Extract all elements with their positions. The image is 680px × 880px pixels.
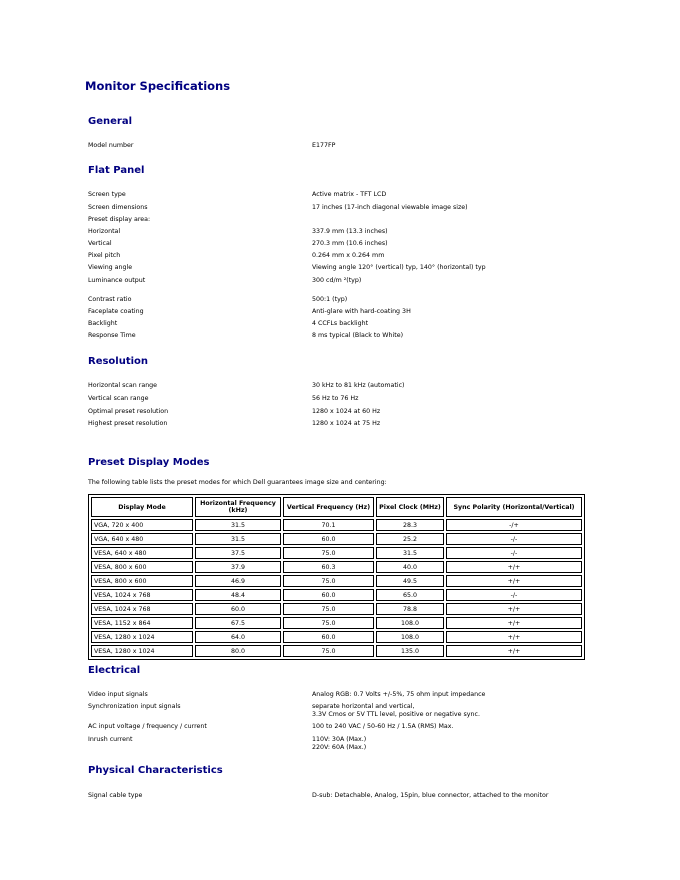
spec-label: Faceplate coating <box>88 308 144 315</box>
value-cell: +/+ <box>446 645 582 657</box>
value-cell: 31.5 <box>195 533 281 545</box>
spec-value <box>312 736 366 751</box>
mode-cell: VESA, 1024 x 768 <box>91 589 193 601</box>
value-cell: 40.0 <box>376 561 444 573</box>
spec-label: Model number <box>88 142 134 149</box>
spec-value: 4 CCFLs backlight <box>312 320 369 327</box>
value-cell: 31.5 <box>376 547 444 559</box>
value-line: Analog RGB: 0.7 Volts +/-5%, 75 ohm input impedance <box>312 691 486 698</box>
spec-label: Pixel pitch <box>88 252 121 259</box>
value-cell: 67.5 <box>195 617 281 629</box>
spec-label: Signal cable type <box>88 792 143 799</box>
value-cell: -/+ <box>446 519 582 531</box>
spec-label: Response Time <box>88 332 136 339</box>
spec-value: Active matrix - TFT LCD <box>312 191 387 198</box>
mode-cell: VESA, 1280 x 1024 <box>91 631 193 643</box>
spec-value: 8 ms typical (Black to White) <box>312 332 404 339</box>
section-title-physical: Physical Characteristics <box>88 765 223 776</box>
spec-label: Luminance output <box>88 277 146 284</box>
value-cell: -/- <box>446 547 582 559</box>
mode-cell: VGA, 720 x 400 <box>91 519 193 531</box>
section-title-general: General <box>88 116 132 127</box>
value-cell: -/- <box>446 533 582 545</box>
section-title-resolution: Resolution <box>88 356 149 367</box>
spec-value <box>312 691 485 699</box>
table-row <box>91 589 582 601</box>
spec-label: Vertical scan range <box>88 395 149 402</box>
value-cell: 65.0 <box>376 589 444 601</box>
value-cell: +/+ <box>446 561 582 573</box>
value-cell: +/+ <box>446 617 582 629</box>
spec-value: 270.3 mm (10.6 inches) <box>312 240 388 247</box>
spec-label: Preset display area: <box>88 216 151 223</box>
spec-label: Horizontal scan range <box>88 382 158 389</box>
table-row <box>91 533 582 545</box>
spec-value: Viewing angle 120° (vertical) typ, 140° (horizontal) typ <box>312 264 486 271</box>
value-cell: 60.0 <box>195 603 281 615</box>
spec-value: 337.9 mm (13.3 inches) <box>312 228 388 235</box>
value-cell: 78.8 <box>376 603 444 615</box>
table-row <box>91 575 582 587</box>
spec-label: Screen dimensions <box>88 204 148 211</box>
value-cell: 75.0 <box>283 575 374 587</box>
mode-cell: VESA, 1024 x 768 <box>91 603 193 615</box>
value-cell: 75.0 <box>283 617 374 629</box>
mode-cell: VESA, 640 x 480 <box>91 547 193 559</box>
mode-cell: VESA, 800 x 600 <box>91 561 193 573</box>
value-line: 100 to 240 VAC / 50-60 Hz / 1.5A (RMS) Max. <box>312 723 454 730</box>
section-title-flat-panel: Flat Panel <box>88 165 145 176</box>
column-header: Pixel Clock (MHz) <box>376 497 444 517</box>
spec-label: Screen type <box>88 191 126 198</box>
spec-value <box>312 703 480 718</box>
spec-value: Anti-glare with hard-coating 3H <box>312 308 411 315</box>
spec-value <box>312 723 454 731</box>
spec-label: AC input voltage / frequency / current <box>88 723 207 730</box>
value-cell: 31.5 <box>195 519 281 531</box>
value-cell: 49.5 <box>376 575 444 587</box>
value-cell: 60.3 <box>283 561 374 573</box>
value-cell: 28.3 <box>376 519 444 531</box>
value-cell: +/+ <box>446 631 582 643</box>
value-cell: 135.0 <box>376 645 444 657</box>
value-cell: 60.0 <box>283 589 374 601</box>
table-row <box>91 631 582 643</box>
mode-cell: VGA, 640 x 480 <box>91 533 193 545</box>
section-title-electrical: Electrical <box>88 665 141 676</box>
spec-value: 1280 x 1024 at 75 Hz <box>312 420 381 427</box>
value-cell: 75.0 <box>283 547 374 559</box>
preset-modes-intro: The following table lists the preset modes for which Dell guarantees image size and centering: <box>88 479 387 486</box>
mode-cell: VESA, 1280 x 1024 <box>91 645 193 657</box>
table-row <box>91 603 582 615</box>
value-cell: 75.0 <box>283 645 374 657</box>
table-row <box>91 617 582 629</box>
value-cell: +/+ <box>446 603 582 615</box>
value-cell: 70.1 <box>283 519 374 531</box>
column-header: Horizontal Frequency (kHz) <box>195 497 281 517</box>
column-header: Sync Polarity (Horizontal/Vertical) <box>446 497 582 517</box>
value-line: separate horizontal and vertical, <box>312 703 415 710</box>
spec-label: Contrast ratio <box>88 296 132 303</box>
spec-label: Video input signals <box>88 691 148 698</box>
column-header: Display Mode <box>91 497 193 517</box>
value-cell: 37.9 <box>195 561 281 573</box>
spec-label: Highest preset resolution <box>88 420 168 427</box>
section-title-preset-modes: Preset Display Modes <box>88 457 210 468</box>
table-row <box>91 561 582 573</box>
value-cell: 60.0 <box>283 631 374 643</box>
value-cell: 64.0 <box>195 631 281 643</box>
value-cell: -/- <box>446 589 582 601</box>
table-row <box>91 547 582 559</box>
table-row <box>91 645 582 657</box>
value-cell: 46.9 <box>195 575 281 587</box>
page-title: Monitor Specifications <box>85 79 231 93</box>
value-cell: 37.5 <box>195 547 281 559</box>
value-line: 110V: 30A (Max.) <box>312 736 367 743</box>
spec-value: 56 Hz to 76 Hz <box>312 395 359 402</box>
value-cell: 25.2 <box>376 533 444 545</box>
column-header: Vertical Frequency (Hz) <box>283 497 374 517</box>
spec-value: 1280 x 1024 at 60 Hz <box>312 408 381 415</box>
spec-label: Viewing angle <box>88 264 133 271</box>
value-cell: +/+ <box>446 575 582 587</box>
spec-value: 500:1 (typ) <box>312 296 348 303</box>
table-header-row <box>91 497 582 517</box>
spec-label: Inrush current <box>88 736 133 743</box>
value-cell: 75.0 <box>283 603 374 615</box>
preset-modes-table <box>88 494 585 660</box>
spec-value: E177FP <box>312 142 336 149</box>
spec-value: 300 cd/m ²(typ) <box>312 277 362 284</box>
spec-label: Synchronization input signals <box>88 703 181 710</box>
value-cell: 108.0 <box>376 631 444 643</box>
value-line: 220V: 60A (Max.) <box>312 743 367 751</box>
mode-cell: VESA, 1152 x 864 <box>91 617 193 629</box>
spec-value: D-sub: Detachable, Analog, 15pin, blue connector, attached to the monitor <box>312 792 549 799</box>
value-cell: 108.0 <box>376 617 444 629</box>
spec-label: Optimal preset resolution <box>88 408 169 415</box>
value-line: 3.3V Cmos or 5V TTL level, positive or negative sync. <box>312 710 480 718</box>
value-cell: 80.0 <box>195 645 281 657</box>
spec-label: Backlight <box>88 320 118 327</box>
spec-label: Vertical <box>88 240 112 247</box>
spec-value: 30 kHz to 81 kHz (automatic) <box>312 382 405 389</box>
mode-cell: VESA, 800 x 600 <box>91 575 193 587</box>
table-row <box>91 519 582 531</box>
spec-value: 17 inches (17-inch diagonal viewable image size) <box>312 204 468 211</box>
spec-value: 0.264 mm x 0.264 mm <box>312 252 385 259</box>
value-cell: 60.0 <box>283 533 374 545</box>
value-cell: 48.4 <box>195 589 281 601</box>
spec-label: Horizontal <box>88 228 121 235</box>
